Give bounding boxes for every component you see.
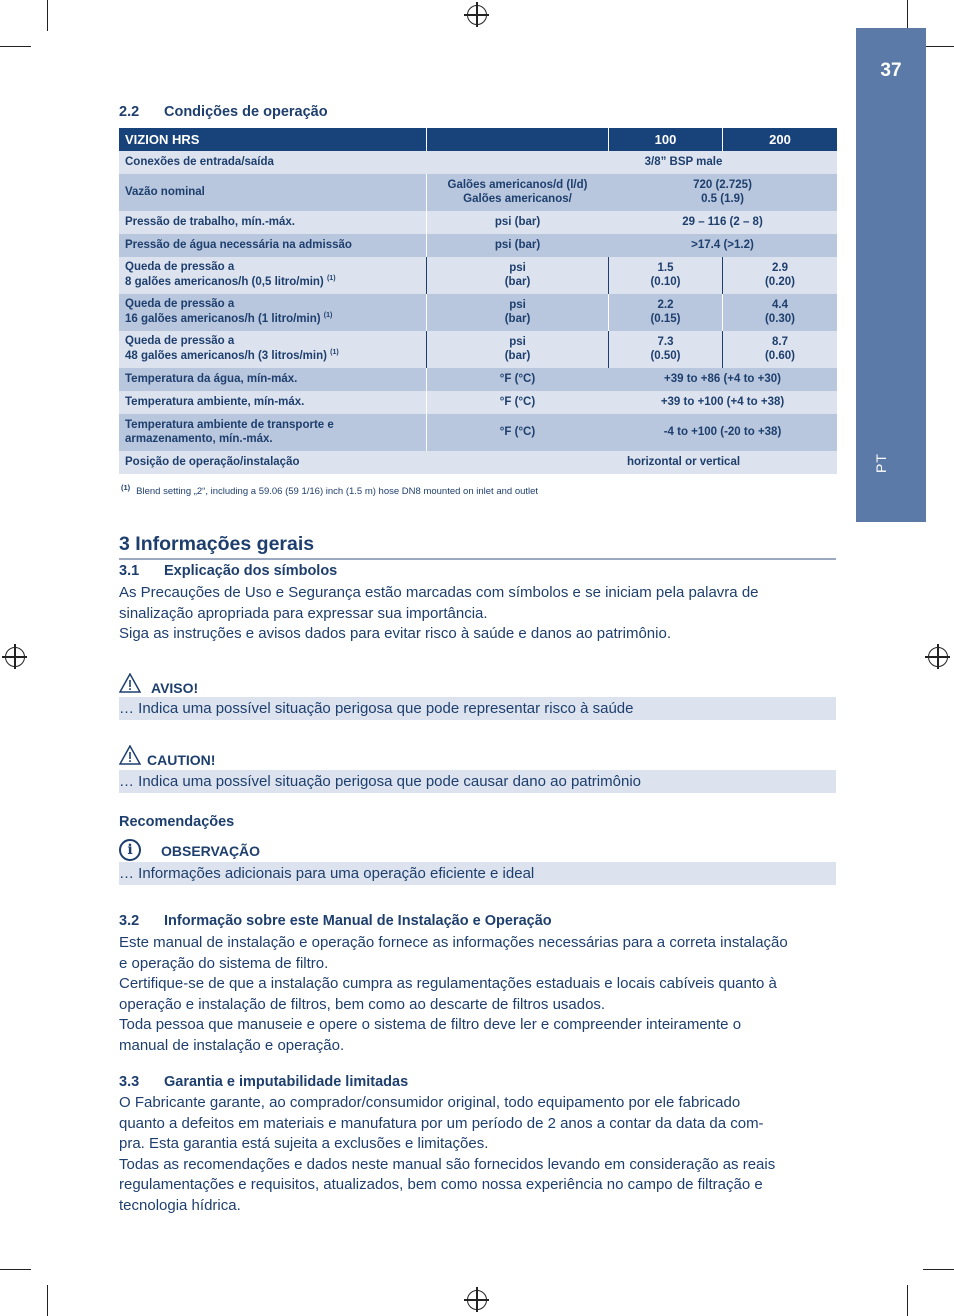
text-line: sinalização apropriada para expressar sua importância. xyxy=(119,604,488,622)
value-100 xyxy=(608,257,722,294)
row-unit xyxy=(426,294,608,331)
table-row xyxy=(119,331,837,368)
footnote-text: Blend setting „2“, including a 59.06 (59 1/16) inch (1.5 m) hose DN8 mounted on inlet and outlet xyxy=(136,486,539,498)
registration-mark-icon xyxy=(467,1290,487,1310)
text-line: Toda pessoa que manuseie e opere o sistema de filtro deve ler e compreender inteiramente o xyxy=(119,1016,742,1033)
chapter-title: Informações gerais xyxy=(135,533,315,555)
warning-triangle-icon xyxy=(119,673,141,696)
value-200 xyxy=(722,331,837,368)
label-line: Queda de pressão a xyxy=(125,335,235,348)
section-heading xyxy=(119,563,337,579)
row-value: -4 to +100 (-20 to +38) xyxy=(608,414,837,451)
section-title: Informação sobre este Manual de Instalação e Operação xyxy=(164,913,552,929)
row-label xyxy=(119,294,426,331)
registration-mark-icon xyxy=(928,647,948,667)
text-line: tecnologia hídrica. xyxy=(119,1196,241,1214)
row-label xyxy=(119,414,426,451)
section-heading xyxy=(119,104,328,120)
row-value: horizontal or vertical xyxy=(426,451,837,474)
registration-mark-icon xyxy=(467,5,487,25)
paragraph xyxy=(119,1093,839,1216)
text-line: pra. Esta garantia está sujeita a exclusões e limitações. xyxy=(119,1135,489,1152)
text-line: quanto a defeitos em materiais e manufatura por um período de 2 anos a contar da data da com- xyxy=(119,1114,764,1132)
row-unit: psi (bar) xyxy=(426,234,608,257)
label-line: 8 galões americanos/h (0,5 litro/min) xyxy=(125,275,324,288)
section-number: 3.3 xyxy=(119,1074,140,1090)
row-value: 29 – 116 (2 – 8) xyxy=(608,211,837,234)
paragraph xyxy=(119,583,839,645)
value-line: 0.5 (1.9) xyxy=(701,192,744,205)
row-unit: psi (bar) xyxy=(426,211,608,234)
header-col-100: 100 xyxy=(608,128,722,151)
spec-table xyxy=(119,128,837,474)
label-line: 48 galões americanos/h (3 litros/min) xyxy=(125,349,327,362)
value-100 xyxy=(608,294,722,331)
value-200 xyxy=(722,294,837,331)
footnote-mark: (1) xyxy=(121,483,131,492)
caution-triangle-icon xyxy=(119,745,141,768)
value-line: (0.60) xyxy=(764,349,796,362)
page-number: 37 xyxy=(880,60,902,81)
table-row xyxy=(119,234,837,257)
row-unit: °F (°C) xyxy=(426,414,608,451)
chapter-heading xyxy=(119,533,314,556)
label-line: Temperatura ambiente de transporte e xyxy=(125,418,334,431)
language-label: PT xyxy=(873,453,889,473)
side-language-tab xyxy=(856,28,926,522)
chapter-number: 3 xyxy=(119,533,130,555)
row-value: +39 to +100 (+4 to +38) xyxy=(608,391,837,414)
value-line: (0.50) xyxy=(650,349,681,362)
crop-mark xyxy=(47,0,48,31)
row-value xyxy=(608,174,837,211)
table-header-row xyxy=(119,128,837,151)
row-label: Pressão de trabalho, mín.-máx. xyxy=(119,211,426,234)
crop-mark xyxy=(923,46,954,47)
label-line: 16 galões americanos/h (1 litro/min) xyxy=(125,312,321,325)
info-icon: i xyxy=(119,839,141,861)
row-unit: °F (°C) xyxy=(426,391,608,414)
warning-title xyxy=(119,673,198,696)
section-number: 3.1 xyxy=(119,563,140,579)
text-line: Certifique-se de que a instalação cumpra as regulamentações estaduais e locais cabíveis quanto à xyxy=(119,975,777,992)
note-label: OBSERVAÇÃO xyxy=(161,843,261,859)
row-unit xyxy=(426,257,608,294)
unit-line: Galões americanos/ xyxy=(463,192,572,205)
text-line: As Precauções de Uso e Segurança estão marcadas com símbolos e se iniciam pela palavra de xyxy=(119,584,759,601)
table-row xyxy=(119,451,837,474)
section-number: 2.2 xyxy=(119,104,140,120)
row-label xyxy=(119,331,426,368)
row-unit xyxy=(426,331,608,368)
section-heading xyxy=(119,913,552,929)
value-line: 2.9 xyxy=(772,261,788,274)
header-label: VIZION HRS xyxy=(119,128,426,151)
table-row xyxy=(119,257,837,294)
value-line: 7.3 xyxy=(657,335,674,348)
table-row xyxy=(119,391,837,414)
paragraph xyxy=(119,933,839,1056)
crop-mark xyxy=(907,1285,908,1316)
value-line: 1.5 xyxy=(657,261,674,274)
unit-line: psi xyxy=(509,261,526,274)
warning-text-band: … Indica uma possível situação perigosa que pode representar risco à saúde xyxy=(119,697,836,720)
row-unit xyxy=(426,174,608,211)
table-row xyxy=(119,151,837,174)
section-title: Condições de operação xyxy=(164,104,328,120)
value-line: 4.4 xyxy=(772,298,788,311)
caution-title xyxy=(119,745,215,768)
value-line: 2.2 xyxy=(657,298,674,311)
text-line: manual de instalação e operação. xyxy=(119,1036,345,1054)
unit-line: Galões americanos/d (l/d) xyxy=(447,178,588,191)
table-row xyxy=(119,414,837,451)
value-line: (0.15) xyxy=(650,312,681,325)
caution-text-band: … Indica uma possível situação perigosa que pode causar dano ao patrimônio xyxy=(119,770,836,793)
unit-line: psi xyxy=(509,335,526,348)
heading-divider xyxy=(119,558,836,560)
unit-line: (bar) xyxy=(504,312,531,325)
table-row xyxy=(119,174,837,211)
row-value: 3/8” BSP male xyxy=(426,151,837,174)
recommendations-heading: Recomendações xyxy=(119,814,235,830)
row-label: Vazão nominal xyxy=(119,174,426,211)
caution-label: CAUTION! xyxy=(147,751,216,768)
value-200 xyxy=(722,257,837,294)
unit-line: psi xyxy=(509,298,526,311)
header-unit xyxy=(426,128,608,151)
text-line: O Fabricante garante, ao comprador/consumidor original, todo equipamento por ele fabricado xyxy=(119,1094,741,1111)
value-line: (0.10) xyxy=(650,275,681,288)
unit-line: (bar) xyxy=(504,275,531,288)
text-line: regulamentações e requisitos, atualizados, bem como nossa experiência no campo de filtração e xyxy=(119,1176,763,1193)
crop-mark xyxy=(923,1269,954,1270)
unit-line: (bar) xyxy=(504,349,531,362)
footnote-ref: (1) xyxy=(323,312,333,320)
row-value: +39 to +86 (+4 to +30) xyxy=(608,368,837,391)
value-line: (0.20) xyxy=(764,275,796,288)
table-footnote xyxy=(121,483,538,497)
label-line: armazenamento, mín.-máx. xyxy=(125,432,273,445)
crop-mark xyxy=(907,0,908,31)
text-line: Este manual de instalação e operação fornece as informações necessárias para a correta instalação xyxy=(119,934,788,951)
note-text-band: … Informações adicionais para uma operação eficiente e ideal xyxy=(119,862,836,885)
label-line: Queda de pressão a xyxy=(125,298,235,311)
text-line: Todas as recomendações e dados neste manual são fornecidos levando em consideração as reais xyxy=(119,1155,776,1173)
value-line: 720 (2.725) xyxy=(693,178,752,191)
row-value: >17.4 (>1.2) xyxy=(608,234,837,257)
note-title xyxy=(119,839,260,861)
row-label: Temperatura da água, mín-máx. xyxy=(119,368,426,391)
value-100 xyxy=(608,331,722,368)
table-row xyxy=(119,211,837,234)
row-unit: °F (°C) xyxy=(426,368,608,391)
value-line: 8.7 xyxy=(772,335,788,348)
table-row xyxy=(119,368,837,391)
registration-mark-icon xyxy=(5,647,25,667)
text-line: Siga as instruções e avisos dados para evitar risco à saúde e danos ao patrimônio. xyxy=(119,625,671,642)
table-row xyxy=(119,294,837,331)
text-line: e operação do sistema de filtro. xyxy=(119,954,329,972)
footnote-ref: (1) xyxy=(330,349,339,357)
crop-mark xyxy=(47,1285,48,1316)
section-title: Garantia e imputabilidade limitadas xyxy=(164,1074,409,1090)
section-title: Explicação dos símbolos xyxy=(164,563,338,579)
warning-label: AVISO! xyxy=(151,679,199,696)
row-label: Pressão de água necessária na admissão xyxy=(119,234,426,257)
row-label: Posição de operação/instalação xyxy=(119,451,426,474)
footnote-ref: (1) xyxy=(326,275,336,283)
value-line: (0.30) xyxy=(764,312,796,325)
section-number: 3.2 xyxy=(119,913,140,929)
text-line: operação e instalação de filtros, bem como ao descarte de filtros usados. xyxy=(119,995,606,1013)
label-line: Queda de pressão a xyxy=(125,261,235,274)
row-label: Conexões de entrada/saída xyxy=(119,151,426,174)
row-label xyxy=(119,257,426,294)
header-col-200: 200 xyxy=(722,128,837,151)
section-heading xyxy=(119,1074,408,1090)
crop-mark xyxy=(0,1269,31,1270)
row-label: Temperatura ambiente, mín-máx. xyxy=(119,391,426,414)
crop-mark xyxy=(0,46,31,47)
